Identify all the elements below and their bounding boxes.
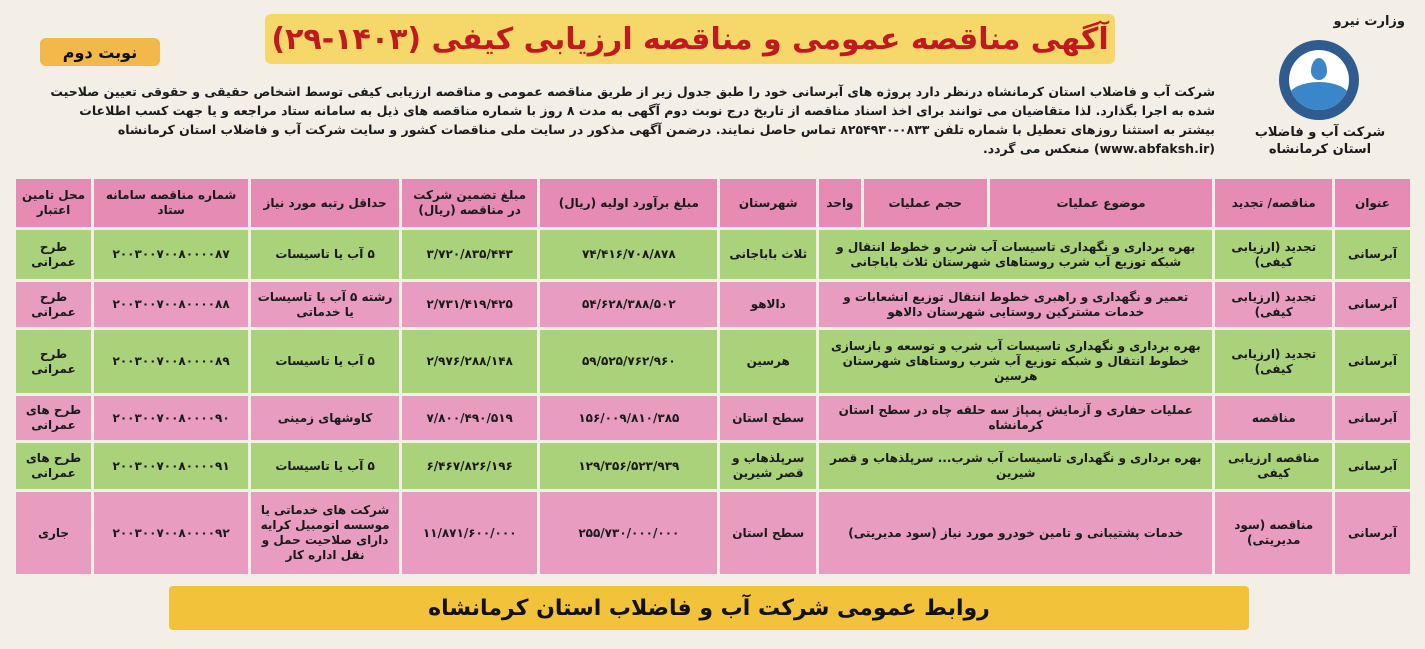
header-cell: مبلغ تضمین شرکت در مناقصه (ریال) bbox=[402, 179, 537, 227]
rank-cell: کاوشهای زمینی bbox=[251, 396, 399, 440]
funding-cell: جاری bbox=[16, 492, 91, 574]
title-cell: آبرسانی bbox=[1335, 230, 1410, 279]
header-cell: عنوان bbox=[1335, 179, 1410, 227]
water-company-logo-icon bbox=[1279, 40, 1359, 120]
header-cell: حجم عملیات bbox=[864, 179, 987, 227]
header-cell: شهرستان bbox=[720, 179, 816, 227]
funding-cell: طرح عمرانی bbox=[16, 330, 91, 393]
type-cell: تجدید (ارزیابی کیفی) bbox=[1215, 330, 1332, 393]
subject-cell: بهره برداری و نگهداری تاسیسات آب شرب... سرپلذهاب و قصر شیرین bbox=[819, 443, 1212, 489]
type-cell: تجدید (ارزیابی کیفی) bbox=[1215, 282, 1332, 327]
title-cell: آبرسانی bbox=[1335, 443, 1410, 489]
title-cell: آبرسانی bbox=[1335, 282, 1410, 327]
guarantee-cell: ۶/۴۶۷/۸۲۶/۱۹۶ bbox=[402, 443, 537, 489]
title-cell: آبرسانی bbox=[1335, 492, 1410, 574]
number-cell: ۲۰۰۳۰۰۷۰۰۸۰۰۰۰۸۷ bbox=[94, 230, 248, 279]
intro-line: بیشتر به استثنا روزهای تعطیل با شماره تلفن ۰۸۳۳-۸۲۵۴۹۳۰ تماس حاصل نمایند. درضمن آگهی مذکور در سایت ملی مناقصات کشور و سایت شرکت آب و فاضلاب استان کرمانشاه bbox=[117, 122, 1215, 137]
intro-line: شرکت آب و فاضلاب استان کرمانشاه درنظر دارد پروژه های آبرسانی خود را طبق جدول زیر از طریق مناقصه عمومی و مناقصه ارزیابی کیفی توسط اشخاص حقیقی و حقوقی تعیین صلاحیت bbox=[50, 84, 1215, 99]
estimate-cell: ۵۹/۵۲۵/۷۶۲/۹۶۰ bbox=[540, 330, 717, 393]
guarantee-cell: ۷/۸۰۰/۴۹۰/۵۱۹ bbox=[402, 396, 537, 440]
city-cell: سطح استان bbox=[720, 396, 816, 440]
guarantee-cell: ۲/۹۷۶/۲۸۸/۱۴۸ bbox=[402, 330, 537, 393]
funding-cell: طرح عمرانی bbox=[16, 230, 91, 279]
estimate-cell: ۲۵۵/۷۳۰/۰۰۰/۰۰۰ bbox=[540, 492, 717, 574]
intro-text bbox=[15, 82, 1215, 158]
subject-cell: بهره برداری و نگهداری تاسیسات آب شرب و خطوط انتقال و شبکه توزیع آب شرب روستاهای شهرستان ثلاث باباجانی bbox=[819, 230, 1212, 279]
type-cell: مناقصه (سود مدیریتی) bbox=[1215, 492, 1332, 574]
title-banner bbox=[265, 14, 1115, 64]
header-cell: مبلغ برآورد اولیه (ریال) bbox=[540, 179, 717, 227]
company-name: شرکت آب و فاضلاب استان کرمانشاه bbox=[1254, 125, 1386, 157]
estimate-cell: ۱۲۹/۳۵۶/۵۲۳/۹۳۹ bbox=[540, 443, 717, 489]
subject-cell: خدمات پشتیبانی و تامین خودرو مورد نیاز (سود مدیریتی) bbox=[819, 492, 1212, 574]
number-cell: ۲۰۰۳۰۰۷۰۰۸۰۰۰۰۹۲ bbox=[94, 492, 248, 574]
guarantee-cell: ۳/۷۲۰/۸۳۵/۴۴۳ bbox=[402, 230, 537, 279]
header-cell: شماره مناقصه سامانه ستاد bbox=[94, 179, 248, 227]
number-cell: ۲۰۰۳۰۰۷۰۰۸۰۰۰۰۸۹ bbox=[94, 330, 248, 393]
type-cell: تجدید (ارزیابی کیفی) bbox=[1215, 230, 1332, 279]
table-header-row bbox=[16, 179, 1410, 227]
estimate-cell: ۷۴/۴۱۶/۷۰۸/۸۷۸ bbox=[540, 230, 717, 279]
intro-line: (www.abfaksh.ir) منعکس می گردد. bbox=[982, 141, 1215, 156]
city-cell: دالاهو bbox=[720, 282, 816, 327]
header-cell: واحد bbox=[819, 179, 861, 227]
funding-cell: طرح های عمرانی bbox=[16, 443, 91, 489]
ministry-label: وزارت نیرو bbox=[1333, 14, 1405, 29]
city-cell: سرپلذهاب و قصر شیرین bbox=[720, 443, 816, 489]
tenders-table bbox=[13, 176, 1413, 577]
rank-cell: ۵ آب یا تاسیسات bbox=[251, 330, 399, 393]
table-row bbox=[16, 492, 1410, 574]
header-cell: محل تامین اعتبار bbox=[16, 179, 91, 227]
title-cell: آبرسانی bbox=[1335, 330, 1410, 393]
rank-cell: شرکت های خدماتی یا موسسه اتومبیل کرایه دارای صلاحیت حمل و نقل اداره کار bbox=[251, 492, 399, 574]
subject-cell: عملیات حفاری و آزمایش پمپاژ سه حلقه چاه در سطح استان کرمانشاه bbox=[819, 396, 1212, 440]
city-cell: سطح استان bbox=[720, 492, 816, 574]
table-row bbox=[16, 230, 1410, 279]
turn-badge: نوبت دوم bbox=[40, 38, 160, 66]
header-cell: موضوع عملیات bbox=[990, 179, 1213, 227]
table-row bbox=[16, 282, 1410, 327]
rank-cell: ۵ آب یا تاسیسات bbox=[251, 443, 399, 489]
number-cell: ۲۰۰۳۰۰۷۰۰۸۰۰۰۰۹۱ bbox=[94, 443, 248, 489]
funding-cell: طرح عمرانی bbox=[16, 282, 91, 327]
header-cell: مناقصه/ تجدید bbox=[1215, 179, 1332, 227]
funding-cell: طرح های عمرانی bbox=[16, 396, 91, 440]
rank-cell: رشته ۵ آب یا تاسیسات یا خدماتی bbox=[251, 282, 399, 327]
table-row bbox=[16, 396, 1410, 440]
type-cell: مناقصه bbox=[1215, 396, 1332, 440]
guarantee-cell: ۱۱/۸۷۱/۶۰۰/۰۰۰ bbox=[402, 492, 537, 574]
number-cell: ۲۰۰۳۰۰۷۰۰۸۰۰۰۰۸۸ bbox=[94, 282, 248, 327]
type-cell: مناقصه ارزیابی کیفی bbox=[1215, 443, 1332, 489]
table-row bbox=[16, 330, 1410, 393]
guarantee-cell: ۲/۷۳۱/۴۱۹/۴۲۵ bbox=[402, 282, 537, 327]
footer-banner: روابط عمومی شرکت آب و فاضلاب استان کرمانشاه bbox=[169, 586, 1249, 630]
estimate-cell: ۵۴/۶۲۸/۳۸۸/۵۰۲ bbox=[540, 282, 717, 327]
title-cell: آبرسانی bbox=[1335, 396, 1410, 440]
table-row bbox=[16, 443, 1410, 489]
page-title: آگهی مناقصه عمومی و مناقصه ارزیابی کیفی (۱۴۰۳-۲۹) bbox=[271, 21, 1109, 57]
subject-cell: تعمیر و نگهداری و راهبری خطوط انتقال توزیع انشعابات و خدمات مشترکین روستایی شهرستان دالاهو bbox=[819, 282, 1212, 327]
intro-line: شده به اجرا بگذارد. لذا متقاضیان می توانند برای اخذ اسناد مناقصه از تاریخ درج نوبت دوم آگهی به مدت ۸ روز با شماره مناقصه های ذیل به سامانه ستاد مراجعه و یا جهت کسب اطلاعات bbox=[79, 103, 1215, 118]
number-cell: ۲۰۰۳۰۰۷۰۰۸۰۰۰۰۹۰ bbox=[94, 396, 248, 440]
city-cell: ثلاث باباجانی bbox=[720, 230, 816, 279]
estimate-cell: ۱۵۶/۰۰۹/۸۱۰/۳۸۵ bbox=[540, 396, 717, 440]
header-cell: حداقل رتبه مورد نیاز bbox=[251, 179, 399, 227]
city-cell: هرسین bbox=[720, 330, 816, 393]
subject-cell: بهره برداری و نگهداری تاسیسات آب شرب و توسعه و بازسازی خطوط انتقال و شبکه توزیع آب شرب روستاهای شهرستان هرسین bbox=[819, 330, 1212, 393]
rank-cell: ۵ آب یا تاسیسات bbox=[251, 230, 399, 279]
header bbox=[10, 6, 1415, 68]
